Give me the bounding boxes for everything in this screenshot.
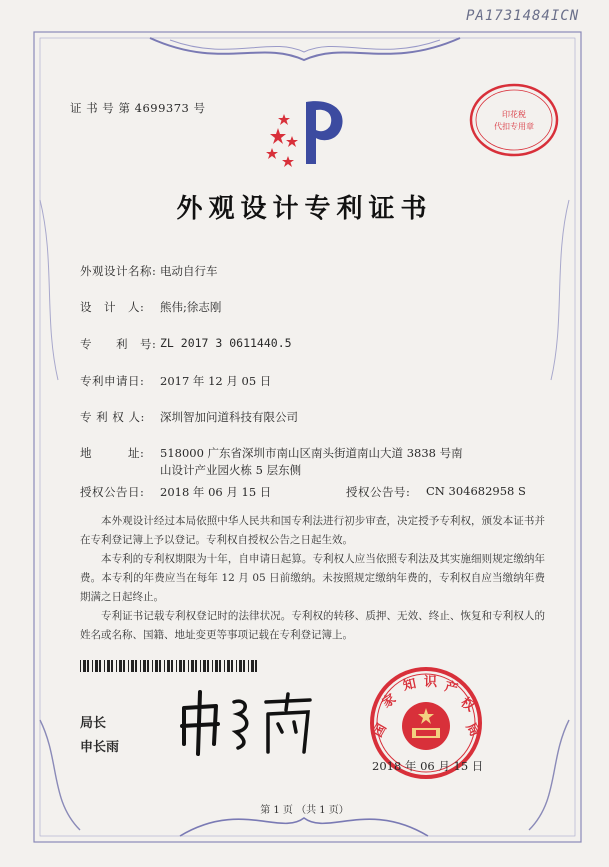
svg-text:产: 产 — [443, 679, 460, 698]
grant-date-value: 2018 年 06 月 15 日 — [160, 485, 272, 499]
designer-label: 设 计 人: — [80, 300, 145, 314]
svg-text:知: 知 — [401, 676, 418, 694]
handwritten-signature — [176, 688, 326, 758]
page-footer: 第 1 页 （共 1 页） — [260, 805, 349, 816]
application-date-value: 2017 年 12 月 05 日 — [160, 374, 272, 388]
barcode — [80, 660, 260, 672]
grant-date-label: 授权公告日: — [80, 485, 145, 499]
address-line-2: 山设计产业园火栋 5 层东侧 — [160, 463, 302, 477]
grant-number-label: 授权公告号: — [346, 485, 411, 499]
patent-number-value: ZL 2017 3 0611440.5 — [160, 336, 292, 350]
design-name-value: 电动自行车 — [160, 264, 218, 278]
address-line-1: 518000 广东省深圳市南山区南头街道南山大道 3838 号南 — [160, 446, 463, 460]
patent-office-logo — [262, 92, 352, 172]
certificate-number: 证 书 号 第 4699373 号 — [70, 101, 206, 115]
page-title: 外观设计专利证书 — [176, 194, 433, 224]
agent-tax-stamp — [468, 82, 560, 158]
designer-value: 熊伟;徐志刚 — [160, 300, 222, 314]
signatory-name: 申长雨 — [80, 740, 120, 755]
svg-text:家: 家 — [379, 691, 399, 712]
seal-date: 2018 年 06 月 15 日 — [372, 759, 484, 773]
svg-text:印花税: 印花税 — [502, 110, 526, 119]
patentee-value: 深圳智加问道科技有限公司 — [160, 410, 298, 424]
handwritten-note: PA1731484ICN — [466, 8, 580, 24]
application-date-label: 专利申请日: — [80, 374, 145, 388]
address-label: 地 址: — [80, 446, 145, 460]
svg-text:权: 权 — [457, 695, 477, 715]
signatory-title: 局长 — [80, 716, 107, 731]
paragraph-examination: 本外观设计经过本局依照中华人民共和国专利法进行初步审查，决定授予专利权，颁发本证书并在专利登记簿上予以登记。专利权自授权公告之日起生效。 — [80, 515, 545, 546]
paragraph-legal-status: 专利证书记载专利权登记时的法律状况。专利权的转移、质押、无效、终止、恢复和专利权人的姓名或名称、国籍、地址变更等事项记载在专利登记簿上。 — [80, 610, 545, 641]
design-name-label: 外观设计名称: — [80, 264, 157, 278]
paragraph-term: 本专利的专利权期限为十年，自申请日起算。专利权人应当依照专利法及其实施细则规定缴纳年费。本专利的年费应当在每年 12 月 05 日前缴纳。未按照规定缴纳年费的，专利权自应当缴纳年费期满之日起终止。 — [80, 553, 545, 603]
patentee-label: 专 利 权 人: — [80, 410, 145, 424]
svg-text:代扣专用章: 代扣专用章 — [494, 122, 534, 131]
patent-number-label: 专 利 号: — [80, 337, 157, 351]
grant-number-value: CN 304682958 S — [426, 484, 526, 498]
svg-text:识: 识 — [424, 675, 438, 690]
svg-text:国: 国 — [370, 721, 390, 740]
svg-text:局: 局 — [462, 720, 483, 740]
